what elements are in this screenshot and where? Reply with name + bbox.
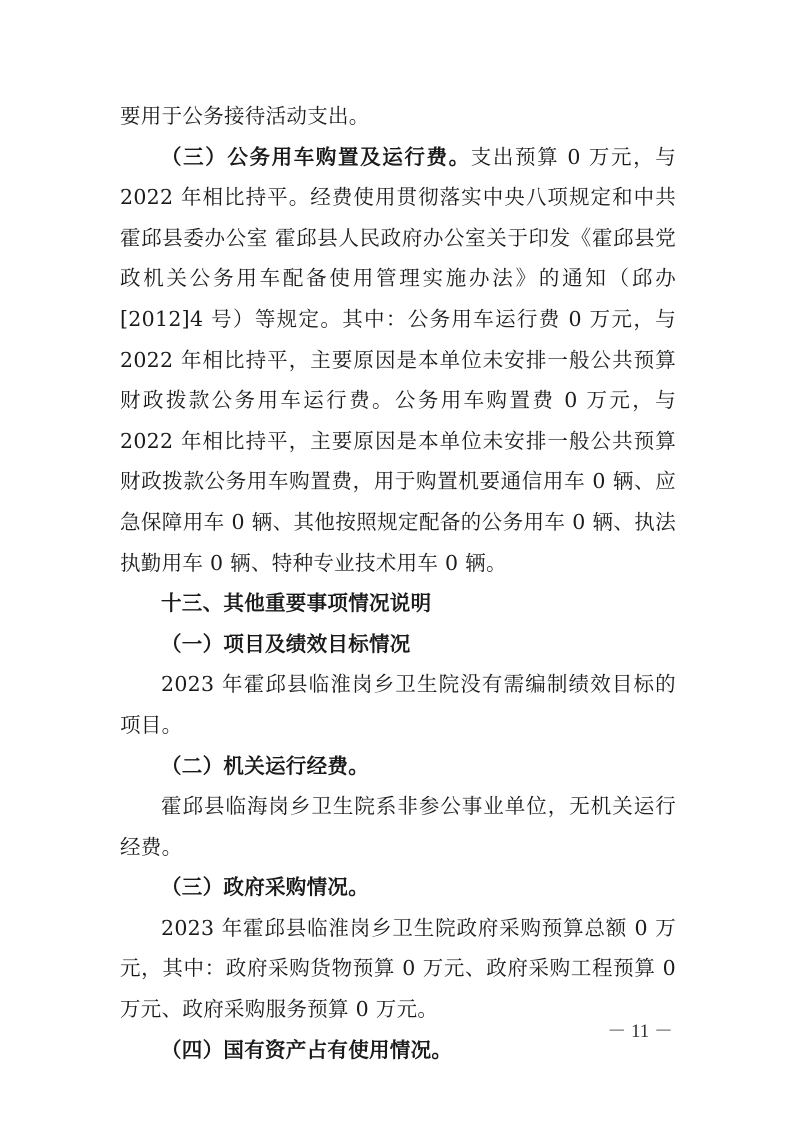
intro-paragraph: 要用于公务接待活动支出。	[120, 104, 370, 128]
vehicle-label: （三）公务用车购置及运行费。	[161, 144, 471, 169]
section-13-heading: 十三、其他重要事项情况说明	[161, 591, 432, 616]
procurement-heading: （三）政府采购情况。	[161, 875, 369, 900]
vehicle-body: 支出预算 0 万元，与 2022 年相比持平。经费使用贯彻落实中央八项规定和中共霍邱县委办公室 霍邱县人民政府办公室关于印发《霍邱县党政机关公务用车配备使用管理实施办法》的通知（邱办[2012]4 号）等规定。其中：公务用车运行费 0 万元，与 2022 年相比持平，主要原因是本单位未安排一般公共预算财政拨款公务用车运行费。公务用车购置费 0 万元，与 2022 年相比持平，主要原因是本单位未安排一般公共预算财政拨款公务用车购置费，用于购置机要通信用车 0 辆、应急保障用车 0 辆、其他按照规定配备的公务用车 0 辆、执法执勤用车 0 辆、特种专业技术用车 0 辆。	[120, 144, 676, 575]
procurement-paragraph: 2023 年霍邱县临淮岗乡卫生院政府采购预算总额 0 万元，其中：政府采购货物预算 0 万元、政府采购工程预算 0 万元、政府采购服务预算 0 万元。	[120, 915, 676, 1022]
projects-paragraph: 2023 年霍邱县临淮岗乡卫生院没有需编制绩效目标的项目。	[120, 672, 676, 737]
page-number: － 11 －	[607, 1021, 673, 1042]
operations-paragraph: 霍邱县临海岗乡卫生院系非参公事业单位，无机关运行经费。	[120, 794, 676, 859]
operations-heading: （二）机关运行经费。	[161, 753, 369, 778]
vehicle-paragraph	[120, 137, 676, 584]
document-body	[120, 96, 676, 1070]
assets-heading: （四）国有资产占有使用情况。	[161, 1037, 453, 1062]
projects-heading: （一）项目及绩效目标情况	[161, 631, 411, 656]
